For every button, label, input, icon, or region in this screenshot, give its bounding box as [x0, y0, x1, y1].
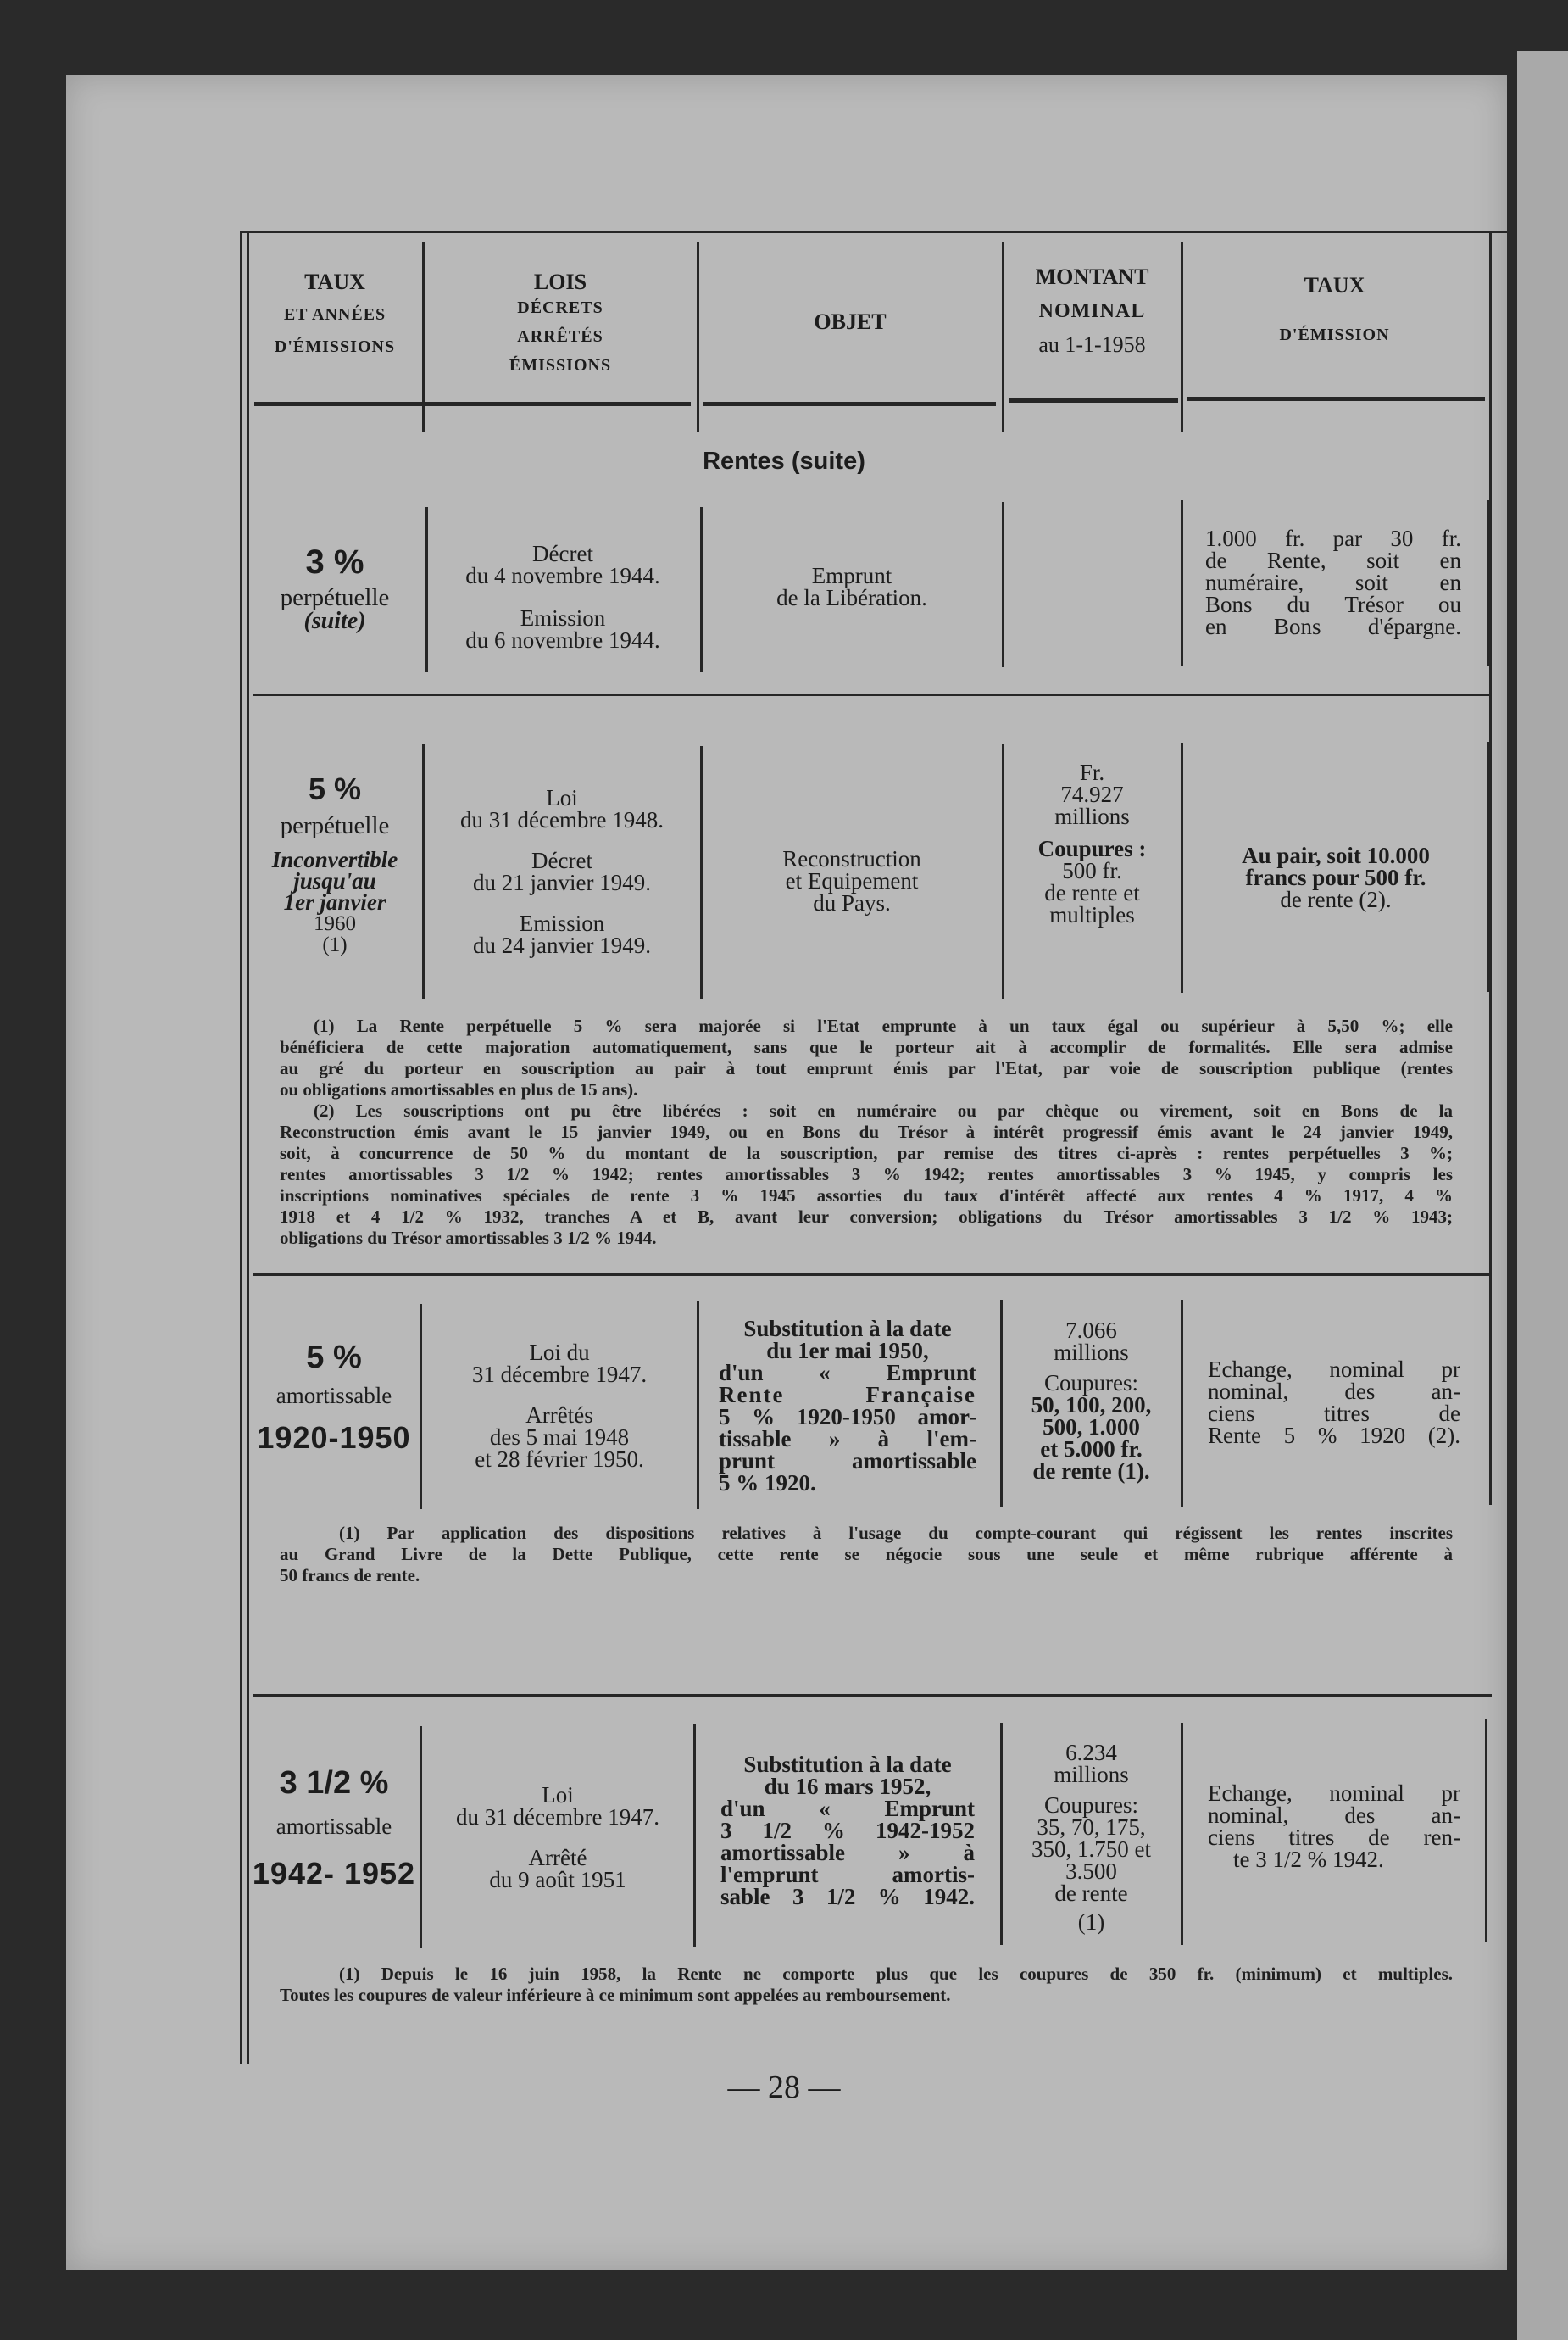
- taux-line: de Rente, soit en: [1205, 548, 1461, 573]
- row3-divider-4: [1181, 1300, 1183, 1507]
- row1-bottom-rule: [253, 694, 1490, 696]
- row1-lois-cell: [428, 543, 698, 651]
- taux-line: Echange, nominal pr: [1208, 1357, 1460, 1382]
- taux-line: nominal, des an-: [1208, 1379, 1460, 1404]
- table-border-left-inner: [247, 233, 249, 2064]
- header-text: MONTANT: [1035, 265, 1149, 289]
- montant-line: 350, 1.750 et: [1031, 1836, 1151, 1862]
- footnote-4-coupures: [280, 1964, 1453, 2006]
- objet-line: Rente Française: [719, 1382, 976, 1407]
- objet-line: 5 % 1920.: [719, 1470, 816, 1496]
- row2-rate-cell: [250, 770, 420, 956]
- note-line: (1) Par application des dispositions relatives à l'usage du compte-courant qui régissent les rentes inscrites: [339, 1523, 1453, 1543]
- rate-qualifier: (suite): [303, 608, 366, 634]
- objet-line: d'un « Emprunt: [719, 1360, 976, 1385]
- lois-line: Arrêté: [528, 1845, 587, 1870]
- note-line: inscriptions nominatives spéciales de rente 3 % 1945 assorties du taux d'intérêt affecté aux rentes 4 % 1917, 4 %: [280, 1185, 1453, 1206]
- montant-line: Fr.: [1079, 760, 1105, 785]
- objet-line: du 1er mai 1950,: [766, 1338, 929, 1363]
- row4-objet-cell: [720, 1753, 975, 1908]
- row1-divider-5: [1487, 500, 1490, 666]
- lois-line: du 6 novembre 1944.: [465, 627, 660, 653]
- header-col-montant: [1005, 265, 1179, 358]
- objet-line: d'un « Emprunt: [720, 1796, 975, 1821]
- row1-objet-cell: [703, 565, 1000, 609]
- montant-line: 6.234: [1065, 1740, 1117, 1765]
- objet-line: sable 3 1/2 % 1942.: [720, 1884, 975, 1909]
- row4-divider-1: [420, 1726, 422, 1948]
- lois-line: Loi du: [529, 1340, 590, 1365]
- header-text: ARRÊTÉS: [517, 327, 603, 346]
- row4-montant-cell: [1004, 1741, 1179, 1933]
- montant-line: de rente (1).: [1032, 1458, 1150, 1484]
- header-col-objet: [700, 309, 1000, 335]
- objet-line: du 16 mars 1952,: [764, 1774, 931, 1799]
- row2-montant-cell: [1005, 761, 1179, 926]
- section-title: Rentes (suite): [703, 448, 865, 475]
- objet-line: du Pays.: [813, 890, 891, 916]
- note-line: soit, à concurrence de 50 % du montant de la souscription, par remise des titres ci-après : rentes perpétuelles 3 %;: [280, 1143, 1453, 1163]
- page-number: — 28 —: [727, 2070, 841, 2105]
- row3-lois-cell: [424, 1341, 695, 1470]
- row2-divider-2: [700, 746, 703, 999]
- objet-line: 5 % 1920-1950 amor-: [719, 1404, 976, 1429]
- header-text: TAUX: [304, 270, 365, 294]
- header-underline-4: [1187, 397, 1485, 401]
- row1-divider-2: [700, 507, 703, 672]
- header-col-lois: [425, 270, 695, 378]
- row4-divider-2: [693, 1724, 696, 1947]
- row4-lois-cell: [424, 1784, 692, 1891]
- note-line: rentes amortissables 3 1/2 % 1942; rentes amortissables 3 % 1942; rentes amortissables 3 % 1945, y compris les: [280, 1164, 1453, 1184]
- lois-line: Emission: [519, 911, 605, 936]
- note-line: obligations du Trésor amortissables 3 1/2 % 1944.: [280, 1228, 657, 1248]
- taux-line: Au pair, soit 10.000: [1242, 843, 1430, 868]
- montant-line: 35, 70, 175,: [1037, 1814, 1146, 1840]
- montant-line: 500, 1.000: [1043, 1414, 1140, 1440]
- header-text: ÉMISSIONS: [509, 356, 612, 375]
- row1-taux-cell: [1205, 527, 1461, 638]
- row3-rate-cell: [250, 1338, 418, 1457]
- objet-line: Substitution à la date: [743, 1752, 952, 1777]
- header-divider-3: [1002, 242, 1004, 432]
- row3-divider-3: [1000, 1300, 1003, 1507]
- lois-line: Loi: [546, 785, 578, 811]
- header-text: NOMINAL: [1038, 300, 1146, 322]
- lois-line: 31 décembre 1947.: [471, 1362, 648, 1387]
- note-line: ou obligations amortissables en plus de 15 ans).: [280, 1079, 638, 1100]
- taux-line: de rente (2).: [1280, 887, 1392, 912]
- header-divider-2: [697, 242, 699, 432]
- header-underline-2: [703, 402, 996, 406]
- footnote-3-compte-courant: [280, 1523, 1453, 1586]
- rate-qualifier: Inconvertible: [271, 847, 398, 872]
- taux-line: Echange, nominal pr: [1208, 1780, 1460, 1806]
- row2-lois-cell: [425, 787, 698, 956]
- row4-taux-cell: [1208, 1782, 1460, 1870]
- taux-line: te 3 1/2 % 1942.: [1233, 1847, 1384, 1872]
- header-text: TAUX: [1304, 273, 1365, 298]
- rate-years: 1920-1950: [257, 1420, 411, 1455]
- objet-line: de la Libération.: [776, 585, 927, 610]
- header-divider-4: [1181, 242, 1183, 432]
- row2-divider-5: [1487, 742, 1490, 992]
- table-top-border: [240, 231, 1507, 233]
- montant-line: millions: [1054, 1762, 1129, 1787]
- footnote-1-perpetual: [280, 1016, 1453, 1100]
- lois-line: du 31 décembre 1947.: [456, 1804, 659, 1830]
- lois-line: Décret: [532, 541, 593, 566]
- rate-value: 3 %: [305, 543, 364, 581]
- rate-type: perpétuelle: [280, 584, 390, 611]
- objet-line: Substitution à la date: [743, 1316, 952, 1341]
- rate-qualifier: jusqu'au: [293, 868, 376, 894]
- row1-divider-4: [1181, 500, 1183, 666]
- lois-line: des 5 mai 1948: [489, 1424, 630, 1450]
- row1-divider-3: [1002, 502, 1004, 667]
- objet-line: et Equipement: [785, 868, 919, 894]
- montant-line: de rente et: [1044, 880, 1140, 905]
- montant-line: 3.500: [1065, 1858, 1117, 1884]
- rate-value: 5 %: [306, 1340, 362, 1375]
- row3-montant-cell: [1004, 1319, 1179, 1482]
- objet-line: tissable » à l'em-: [719, 1426, 976, 1451]
- montant-line: Coupures:: [1044, 1792, 1138, 1818]
- lois-line: Emission: [520, 605, 606, 631]
- row1-rate-cell: [250, 543, 420, 632]
- next-page-edge: [1517, 51, 1568, 2340]
- note-line: (1) Depuis le 16 juin 1958, la Rente ne comporte plus que les coupures de 350 fr. (minimum) et multiples.: [339, 1964, 1453, 1984]
- row2-taux-cell: [1187, 844, 1485, 911]
- taux-line: en Bons d'épargne.: [1205, 614, 1461, 639]
- note-line: (2) Les souscriptions ont pu être libérées : soit en numéraire ou par chèque ou virement, soit en Bons de la: [314, 1100, 1453, 1121]
- montant-line: 7.066: [1065, 1318, 1117, 1343]
- taux-line: Rente 5 % 1920 (2).: [1208, 1423, 1460, 1448]
- lois-line: du 24 janvier 1949.: [473, 933, 651, 958]
- taux-line: 1.000 fr. par 30 fr.: [1205, 526, 1461, 551]
- lois-line: et 28 février 1950.: [475, 1446, 644, 1472]
- row2-bottom-rule: [253, 1273, 1490, 1276]
- header-underline-3: [1009, 398, 1178, 403]
- row2-divider-4: [1181, 743, 1183, 993]
- row3-divider-2: [697, 1301, 699, 1509]
- header-underline-1: [254, 402, 691, 406]
- lois-line: du 9 août 1951: [489, 1867, 626, 1892]
- montant-line: de rente: [1054, 1880, 1128, 1906]
- lois-line: Arrêtés: [525, 1402, 593, 1428]
- note-line: au Grand Livre de la Dette Publique, cette rente se négocie sous une seule et même rubrique afférente à: [280, 1544, 1453, 1564]
- objet-line: Reconstruction: [782, 846, 921, 872]
- montant-line: multiples: [1049, 902, 1135, 928]
- note-line: 50 francs de rente.: [280, 1565, 420, 1585]
- lois-line: du 21 janvier 1949.: [473, 870, 651, 895]
- row4-divider-3: [1000, 1723, 1003, 1945]
- row4-divider-5: [1485, 1719, 1487, 1942]
- objet-line: 3 1/2 % 1942-1952: [720, 1818, 975, 1843]
- rate-qualifier: 1er janvier: [283, 889, 386, 915]
- taux-line: ciens titres de: [1208, 1401, 1460, 1426]
- montant-line: Coupures :: [1037, 836, 1147, 861]
- taux-line: francs pour 500 fr.: [1245, 865, 1426, 890]
- taux-line: Bons du Trésor ou: [1205, 592, 1461, 617]
- montant-line: Coupures:: [1044, 1370, 1138, 1396]
- note-line: au gré du porteur en souscription au pair à tout emprunt émis par l'Etat, par voie de souscription publique (rentes: [280, 1058, 1453, 1078]
- lois-line: du 31 décembre 1948.: [460, 807, 664, 833]
- table-border-left: [240, 233, 242, 2064]
- rate-type: amortissable: [275, 1814, 392, 1839]
- row4-rate-cell: [250, 1763, 418, 1892]
- row3-objet-cell: [719, 1318, 976, 1494]
- lois-line: du 4 novembre 1944.: [465, 563, 660, 588]
- row3-divider-1: [420, 1304, 422, 1509]
- rate-type: amortissable: [275, 1383, 392, 1408]
- montant-line: 500 fr.: [1062, 858, 1122, 883]
- montant-line: (1): [1077, 1909, 1105, 1935]
- rate-type: perpétuelle: [280, 812, 390, 839]
- taux-line: nominal, des an-: [1208, 1802, 1460, 1828]
- montant-line: et 5.000 fr.: [1040, 1436, 1143, 1462]
- header-text: au 1-1-1958: [1038, 332, 1146, 357]
- row3-taux-cell: [1208, 1358, 1460, 1446]
- objet-line: amortissable » à: [720, 1840, 975, 1865]
- rate-footnote-ref: (1): [322, 933, 348, 956]
- objet-line: Emprunt: [811, 563, 892, 588]
- montant-line: millions: [1054, 1340, 1129, 1365]
- header-text: D'ÉMISSION: [1279, 326, 1390, 344]
- header-text: DÉCRETS: [517, 298, 603, 317]
- row2-objet-cell: [703, 848, 1000, 914]
- lois-line: Décret: [531, 848, 592, 873]
- header-text: OBJET: [814, 309, 887, 334]
- taux-line: numéraire, soit en: [1205, 570, 1461, 595]
- montant-line: 50, 100, 200,: [1031, 1392, 1152, 1418]
- note-line: Toutes les coupures de valeur inférieure à ce minimum sont appelées au remboursement.: [280, 1985, 951, 2005]
- note-line: (1) La Rente perpétuelle 5 % sera majorée si l'Etat emprunte à un taux égal ou supérieur à 5,50 %; elle: [314, 1016, 1453, 1036]
- header-text: D'ÉMISSIONS: [274, 337, 396, 356]
- footnote-2-subscriptions: [280, 1100, 1453, 1249]
- row2-divider-3: [1002, 744, 1004, 999]
- rate-value: 3 1/2 %: [279, 1765, 389, 1801]
- row3-bottom-rule: [253, 1694, 1492, 1696]
- header-text: LOIS: [533, 270, 587, 294]
- objet-line: l'emprunt amortis-: [720, 1862, 975, 1887]
- taux-line: ciens titres de ren-: [1208, 1825, 1460, 1850]
- row4-divider-4: [1181, 1723, 1183, 1945]
- rate-qualifier: 1960: [314, 912, 356, 935]
- rate-years: 1942- 1952: [252, 1856, 416, 1891]
- rate-value: 5 %: [308, 772, 362, 806]
- montant-line: 74.927: [1060, 782, 1124, 807]
- objet-line: prunt amortissable: [719, 1448, 976, 1474]
- montant-line: millions: [1054, 804, 1130, 829]
- note-line: bénéficiera de cette majoration automatiquement, sans que le porteur ait à accomplir de formalités. Elle sera admise: [280, 1037, 1453, 1057]
- header-col-taux-annees: [250, 270, 420, 359]
- note-line: 1918 et 4 1/2 % 1932, tranches A et B, avant leur conversion; obligations du Trésor amortissables 3 1/2 % 1943;: [280, 1206, 1453, 1227]
- lois-line: Loi: [542, 1782, 574, 1808]
- header-col-taux-emission: [1184, 273, 1485, 348]
- note-line: Reconstruction émis avant le 15 janvier 1949, ou en Bons du Trésor à intérêt progressif émis avant le 24 janvier 1949,: [280, 1122, 1453, 1142]
- header-text: ET ANNÉES: [283, 305, 386, 324]
- row2-divider-1: [422, 744, 425, 999]
